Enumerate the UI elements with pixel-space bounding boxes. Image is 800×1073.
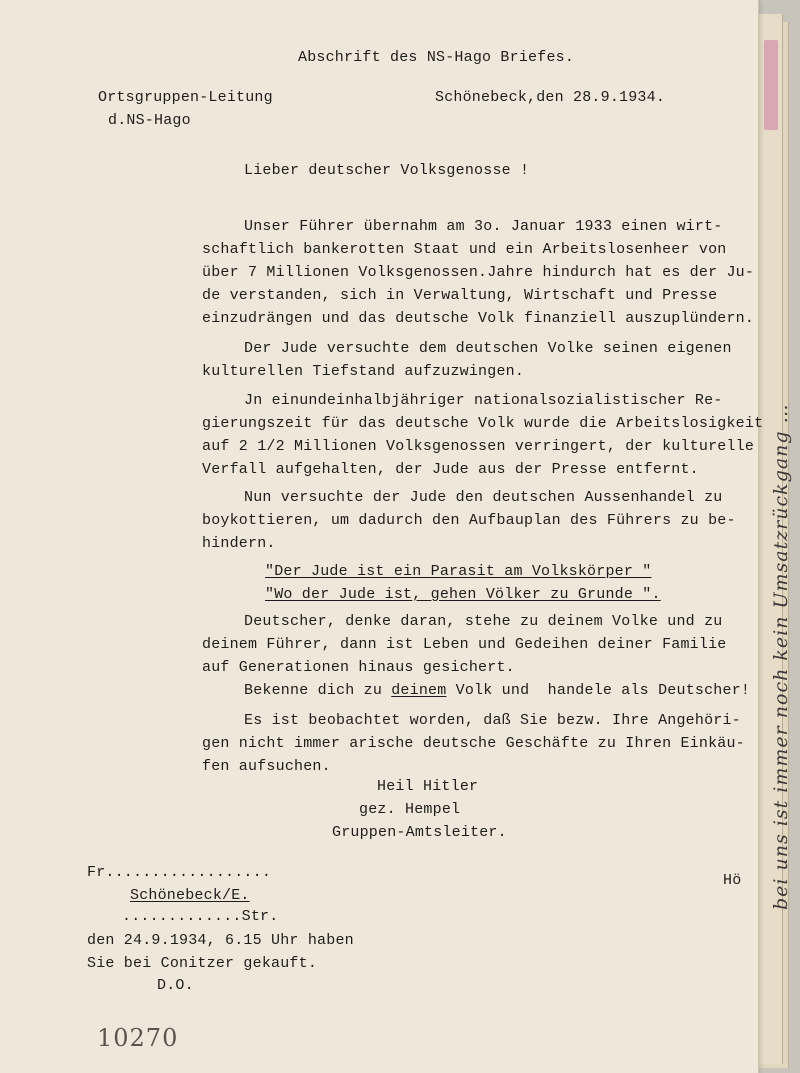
paragraph-3-line-1: Jn einundeinhalbjähriger nationalsozialistischer Re- xyxy=(244,392,723,409)
page-tab-marker xyxy=(764,40,778,130)
appeal-pre: Bekenne dich zu xyxy=(244,682,392,699)
addressee-street: .............Str. xyxy=(122,908,279,925)
addressee-city: Schönebeck/E. xyxy=(130,887,250,904)
appeal-emphasis: deinem xyxy=(391,682,447,699)
paragraph-7-line-3: fen aufsuchen. xyxy=(202,758,331,775)
signature: gez. Hempel xyxy=(359,801,461,818)
paragraph-4-line-3: hindern. xyxy=(202,535,276,552)
paragraph-3-line-3: auf 2 1/2 Millionen Volksgenossen verringert, der kulturelle xyxy=(202,438,755,455)
initials: Hö xyxy=(723,872,742,889)
closing: Heil Hitler xyxy=(377,778,479,795)
sender-line-1: Ortsgruppen-Leitung xyxy=(98,89,273,106)
paragraph-1-line-1: Unser Führer übernahm am 3o. Januar 1933 einen wirt- xyxy=(244,218,723,235)
paragraph-5-line-3: auf Generationen hinaus gesichert. xyxy=(202,659,515,676)
document-heading: Abschrift des NS-Hago Briefes. xyxy=(298,49,575,66)
paragraph-4-line-2: boykottieren, um dadurch den Aufbauplan des Führers zu be- xyxy=(202,512,736,529)
signature-title: Gruppen-Amtsleiter. xyxy=(332,824,507,841)
note-line-3: D.O. xyxy=(157,977,194,994)
paragraph-3-line-4: Verfall aufgehalten, der Jude aus der Presse entfernt. xyxy=(202,461,699,478)
paragraph-2-line-2: kulturellen Tiefstand aufzuzwingen. xyxy=(202,363,525,380)
appeal-line xyxy=(244,682,750,700)
sender-line-2: d.NS-Hago xyxy=(108,112,191,129)
paragraph-7-line-1: Es ist beobachtet worden, daß Sie bezw. Ihre Angehöri- xyxy=(244,712,741,729)
paragraph-3-line-2: gierungszeit für das deutsche Volk wurde die Arbeitslosigkeit xyxy=(202,415,764,432)
appeal-post: Volk und handele als Deutscher! xyxy=(446,682,751,699)
quote-1: "Der Jude ist ein Parasit am Volkskörper " xyxy=(265,563,652,580)
paragraph-1-line-5: einzudrängen und das deutsche Volk finanziell auszuplündern. xyxy=(202,310,755,327)
paragraph-4-line-1: Nun versuchte der Jude den deutschen Aussenhandel zu xyxy=(244,489,723,506)
addressee-name: Fr.................. xyxy=(87,864,272,881)
note-line-2: Sie bei Conitzer gekauft. xyxy=(87,955,318,972)
paragraph-1-line-3: über 7 Millionen Volksgenossen.Jahre hindurch hat es der Ju- xyxy=(202,264,755,281)
quote-2: "Wo der Jude ist, gehen Völker zu Grunde ". xyxy=(265,586,661,603)
note-line-1: den 24.9.1934, 6.15 Uhr haben xyxy=(87,932,354,949)
paragraph-1-line-4: de verstanden, sich in Verwaltung, Wirtschaft und Presse xyxy=(202,287,718,304)
archive-number: 10270 xyxy=(97,1024,179,1052)
paragraph-7-line-2: gen nicht immer arische deutsche Geschäfte zu Ihren Einkäu- xyxy=(202,735,745,752)
paragraph-1-line-2: schaftlich bankerotten Staat und ein Arbeitslosenheer von xyxy=(202,241,727,258)
salutation: Lieber deutscher Volksgenosse ! xyxy=(244,162,530,179)
paragraph-5-line-2: deinem Führer, dann ist Leben und Gedeihen deiner Familie xyxy=(202,636,727,653)
paragraph-2-line-1: Der Jude versuchte dem deutschen Volke seinen eigenen xyxy=(244,340,732,357)
place-date: Schönebeck,den 28.9.1934. xyxy=(435,89,666,106)
paragraph-5-line-1: Deutscher, denke daran, stehe zu deinem Volke und zu xyxy=(244,613,723,630)
handwritten-margin-note xyxy=(740,120,792,920)
margin-note-text: bei uns ist immer noch kein Umsatzrückgang … xyxy=(770,403,792,910)
